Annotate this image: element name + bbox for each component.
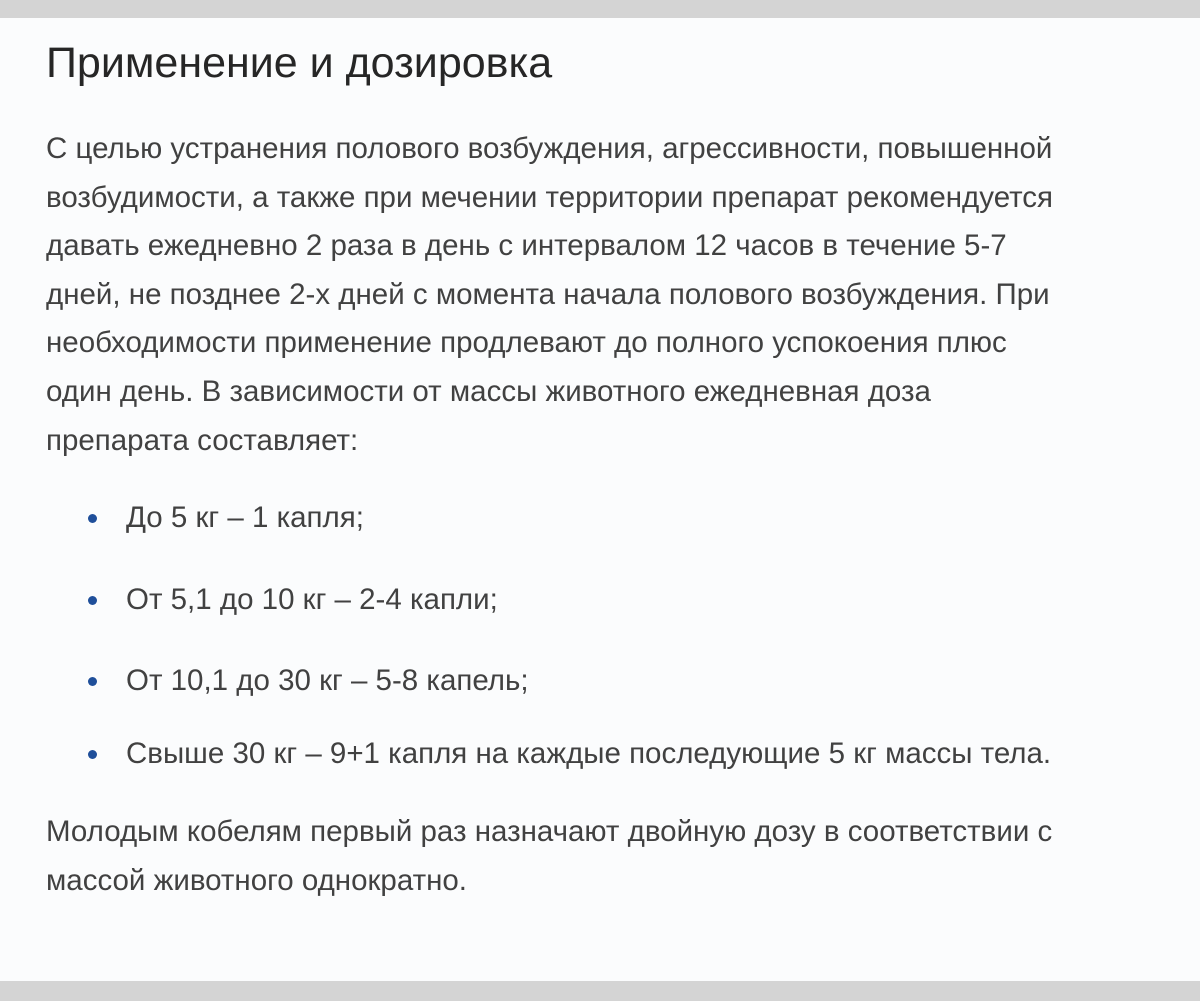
dosage-text: От 5,1 до 10 кг – 2-4 капли; [126, 583, 498, 616]
outro-paragraph [46, 808, 1052, 905]
intro-line: препарата составляет: [46, 423, 359, 457]
dosage-text: От 10,1 до 30 кг – 5-8 капель; [126, 664, 529, 697]
bullet-dot-icon [88, 750, 97, 759]
dosage-text: Свыше 30 кг – 9+1 капля на каждые последующие 5 кг массы тела. [126, 737, 1052, 770]
dosage-text: До 5 кг – 1 капля; [126, 501, 364, 534]
intro-line: давать ежедневно 2 раза в день с интервалом 12 часов в течение 5-7 [46, 229, 1007, 263]
outro-line: Молодым кобелям первый раз назначают двойную дозу в соответствии с [46, 815, 1053, 848]
section-heading: Применение и дозировка [46, 39, 553, 87]
intro-line: один день. В зависимости от массы животного ежедневная доза [46, 374, 931, 408]
intro-line: необходимости применение продлевают до полного успокоения плюс [46, 326, 1007, 360]
intro-line: С целью устранения полового возбуждения, агрессивности, повышенной [46, 132, 1053, 165]
intro-paragraph [46, 125, 1053, 465]
intro-line: возбудимости, а также при мечении территории препарат рекомендуется [46, 180, 1054, 214]
bullet-dot-icon [88, 596, 97, 605]
article-card [0, 18, 1200, 981]
bullet-dot-icon [88, 514, 97, 523]
outro-line: массой животного однократно. [46, 863, 467, 897]
intro-line: дней, не позднее 2-х дней с момента начала полового возбуждения. При [46, 277, 1050, 311]
bullet-dot-icon [88, 677, 97, 686]
